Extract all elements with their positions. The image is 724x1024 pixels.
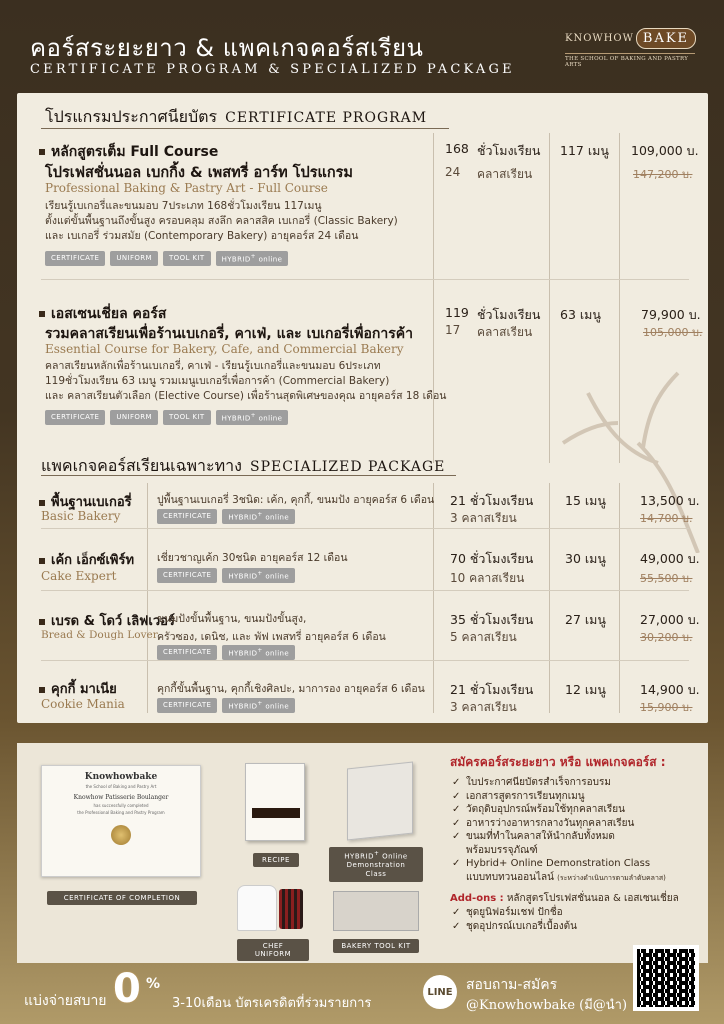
bullet-icon — [39, 619, 45, 625]
package-hours: 21 ชั่วโมงเรียน — [450, 493, 534, 508]
row-divider — [41, 279, 689, 280]
tag-hybrid-text: HYBRID — [221, 414, 251, 423]
course-label — [39, 303, 166, 325]
laptop-image — [347, 762, 413, 841]
package-price: 14,900 บ. — [640, 682, 700, 697]
package-hours: 21 ชั่วโมงเรียน — [450, 682, 534, 697]
tag-hybrid — [222, 568, 295, 583]
tag-certificate: CERTIFICATE — [157, 568, 217, 583]
certificate-label: CERTIFICATE OF COMPLETION — [47, 891, 197, 905]
course-desc-line: ตั้งแต่ขั้นพื้นฐานถึงขั้นสูง ครอบคลุม สงลึก คลาสสิค เบเกอรี่ (Classic Bakery) — [45, 215, 398, 227]
package-classes: 3 คลาสเรียน — [450, 511, 517, 525]
tag-certificate: CERTIFICATE — [45, 251, 105, 266]
package-desc: ปูพื้นฐานเบเกอรี่ 3ชนิด: เค้ก, คุกกี้, ขนมปัง อายุคอร์ส 6 เดือน — [157, 494, 435, 506]
course-label — [39, 141, 218, 163]
tag-hybrid — [222, 698, 295, 713]
certificate-title-en: CERTIFICATE PROGRAM — [225, 110, 428, 126]
apron-image — [279, 889, 303, 929]
tag-hybrid — [216, 251, 289, 266]
zero-percent: 0 — [113, 966, 141, 1012]
column-divider — [549, 483, 550, 713]
tag-hybrid-online: online — [258, 414, 283, 423]
brand-logo[interactable] — [565, 28, 695, 68]
benefit-item-cont: พร้อมบรรจุภัณฑ์ — [466, 844, 538, 856]
row-divider — [41, 660, 689, 661]
course-desc-line: และ เบเกอรี่ ร่วมสมัย (Contemporary Bakery) อายุคอร์ส 24 เดือน — [45, 230, 359, 242]
section-underline — [41, 128, 449, 129]
package-desc: คุกกี้ขั้นพื้นฐาน, คุกกี้เชิงศิลปะ, มาการอง อายุคอร์ส 6 เดือน — [157, 683, 425, 695]
bullet-icon — [39, 558, 45, 564]
package-menus: 12 เมนู — [565, 682, 606, 697]
course-hours: 119 — [445, 305, 469, 320]
seal-icon — [111, 825, 131, 845]
package-desc-line2: ครัวซอง, เดนิช, และ พัฟ เพสทรี่ อายุคอร์ส 6 เดือน — [157, 631, 386, 643]
book-band — [252, 808, 300, 818]
course-tags — [45, 251, 288, 266]
tag-hybrid-plus: + — [250, 413, 256, 419]
bullet-icon — [39, 687, 45, 693]
tag-uniform: UNIFORM — [110, 251, 158, 266]
course-price: 79,900 บ. — [641, 307, 701, 322]
certificate-section-title — [45, 105, 427, 130]
package-classes: 10 คลาสเรียน — [450, 571, 525, 585]
bullet-icon — [39, 149, 45, 155]
hybrid-label-demo: Demonstration Class — [346, 861, 406, 879]
addon-label: Add-ons : — [450, 893, 504, 904]
package-old-price: 30,200 บ. — [640, 631, 693, 644]
package-menus: 27 เมนู — [565, 612, 606, 627]
section-underline — [41, 475, 456, 476]
tag-certificate: CERTIFICATE — [157, 698, 217, 713]
cert-school: the School of Baking and Pastry Art — [85, 784, 157, 789]
package-classes: 5 คลาสเรียน — [450, 630, 517, 644]
toolkit-label: BAKERY TOOL KIT — [333, 939, 419, 953]
course-desc-line: คลาสเรียนหลักเพื่อร้านเบเกอรี่, คาเฟ่ - เรียนรู้เบเกอรี่และขนมอบ 6ประเภท — [45, 360, 381, 372]
recipe-book-image — [245, 763, 305, 841]
package-menus: 30 เมนู — [565, 551, 606, 566]
package-desc: ขนมปังขั้นพื้นฐาน, ขนมปังขั้นสูง, — [157, 613, 307, 625]
course-old-price: 147,200 บ. — [633, 168, 693, 181]
package-tags — [157, 698, 295, 713]
package-name — [39, 610, 175, 631]
tag-hybrid-plus: + — [257, 648, 263, 654]
package-tags — [157, 645, 295, 660]
toolkit-image — [333, 891, 419, 931]
package-tags — [157, 568, 295, 583]
tag-hybrid — [222, 645, 295, 660]
package-name-en: Cake Expert — [41, 569, 117, 583]
uniform-label: CHEF UNIFORM — [237, 939, 309, 961]
specialized-title-th: แพคเกจคอร์สเรียนเฉพาะทาง — [41, 456, 242, 475]
package-desc: เชี่ยวชาญเค้ก 30ชนิด อายุคอร์ส 12 เดือน — [157, 552, 348, 564]
recipe-label: RECIPE — [253, 853, 299, 867]
tag-hybrid-plus: + — [250, 254, 256, 260]
package-name-text: เค้ก เอ็กซ์เพิร์ท — [51, 553, 135, 568]
contact-label: สอบถาม-สมัคร — [466, 977, 558, 993]
course-classes: 17 — [445, 323, 461, 337]
tag-hybrid-text: HYBRID — [228, 649, 258, 658]
column-divider — [147, 483, 148, 713]
benefit-item: ✓ เอกสารสูตรการเรียนทุกเมนู — [450, 790, 710, 804]
tag-certificate: CERTIFICATE — [45, 410, 105, 425]
tag-certificate: CERTIFICATE — [157, 645, 217, 660]
hybrid-label-online: Online — [382, 852, 408, 861]
benefit-review: แบบทบทวนออนไลน์ — [466, 871, 554, 883]
installment-text: แบ่งจ่ายสบาย — [24, 993, 107, 1009]
row-divider — [41, 528, 689, 529]
cert-name: Knowhow Patisserie Boulanger — [73, 794, 169, 801]
package-old-price: 14,700 บ. — [640, 512, 693, 525]
course-hours-label: ชั่วโมงเรียน — [477, 307, 541, 322]
course-classes: 24 — [445, 165, 461, 179]
package-classes: 3 คลาสเรียน — [450, 700, 517, 714]
course-label-text: เอสเซนเชี่ยล คอร์ส — [51, 306, 167, 322]
tag-toolkit: TOOL KIT — [163, 251, 211, 266]
logo-tagline: THE SCHOOL OF BAKING AND PASTRY ARTS — [565, 53, 695, 68]
column-divider — [619, 483, 620, 713]
installment-months: 3-10เดือน บัตรเครดิตที่ร่วมรายการ — [172, 996, 372, 1011]
package-name-en: Basic Bakery — [41, 509, 121, 523]
package-name-text: พื้นฐานเบเกอรี่ — [51, 495, 132, 510]
course-name: โปรเฟสชั่นนอล เบกกิ้ง & เพสทรี่ อาร์ท โปรแกรม — [45, 165, 353, 181]
addon-text: หลักสูตรโปรเฟสชั่นนอล & เอสเซนเชี่ยล — [506, 893, 679, 904]
column-divider — [619, 133, 620, 463]
benefit-item: ✓ ใบประกาศนียบัตรสำเร็จการอบรม — [450, 776, 710, 790]
addon-item: ✓ ชุดอุปกรณ์เบเกอรี่เบื้องต้น — [450, 920, 710, 934]
hybrid-label-plus: + — [373, 851, 380, 857]
benefit-item-cont — [450, 871, 710, 886]
course-name-en: Essential Course for Bakery, Cafe, and Commercial Bakery — [45, 342, 404, 356]
tag-hybrid-online: online — [265, 572, 290, 581]
package-old-price: 15,900 บ. — [640, 701, 693, 714]
page-subtitle: CERTIFICATE PROGRAM & SPECIALIZED PACKAGE — [30, 62, 515, 77]
course-price: 109,000 บ. — [631, 143, 699, 158]
page-title: คอร์สระยะยาว & แพคเกจคอร์สเรียน — [30, 34, 424, 62]
bullet-icon — [39, 500, 45, 506]
benefit-item: ✓ อาหารว่างอาหารกลางวันทุกคลาสเรียน — [450, 817, 710, 831]
hybrid-label-text: HYBRID — [344, 852, 374, 861]
tag-hybrid-text: HYBRID — [228, 702, 258, 711]
package-name-text: คุกกี้ มาเนีย — [51, 682, 117, 697]
row-divider — [41, 590, 689, 591]
package-name-en: Bread & Dough Lover — [41, 629, 158, 641]
course-tags — [45, 410, 288, 425]
hybrid-label — [329, 847, 423, 882]
addon-item: ✓ ชุดยูนิฟอร์มเชฟ ปักชื่อ — [450, 906, 710, 920]
tag-hybrid — [216, 410, 289, 425]
qr-code-icon[interactable] — [633, 945, 699, 1011]
course-old-price: 105,000 บ. — [643, 326, 703, 339]
tag-certificate: CERTIFICATE — [157, 509, 217, 524]
certificate-image — [41, 765, 201, 877]
cert-program: the Professional Baking and Pastry Program — [77, 810, 165, 815]
tag-hybrid-plus: + — [257, 701, 263, 707]
package-hours: 35 ชั่วโมงเรียน — [450, 612, 534, 627]
benefit-note: (ระหว่างดำเนินการตามลำดับคลาส) — [557, 873, 666, 882]
tag-hybrid-online: online — [265, 649, 290, 658]
course-hours-label: ชั่วโมงเรียน — [477, 143, 541, 158]
line-handle[interactable]: @Knowhowbake (มี@นำ) — [466, 998, 628, 1013]
benefits-title: สมัครคอร์สระยะยาว หรือ แพคเกจคอร์ส : — [450, 755, 666, 769]
course-name: รวมคลาสเรียนเพื่อร้านเบเกอรี่, คาเฟ่, และ เบเกอรี่เพื่อการค้า — [45, 326, 413, 342]
benefits-list — [450, 753, 710, 933]
package-name-en: Cookie Mania — [41, 697, 125, 711]
tag-hybrid-online: online — [265, 702, 290, 711]
cert-brand: Knowhowbake — [84, 772, 158, 782]
chef-jacket-image — [237, 885, 277, 931]
percent-sign: % — [146, 976, 161, 992]
benefit-item: ✓ Hybrid+ Online Demonstration Class — [450, 857, 710, 871]
course-menus: 117 เมนู — [560, 143, 609, 158]
cert-line: has successfully completed — [93, 803, 149, 808]
course-hours: 168 — [445, 141, 469, 156]
logo-text: KNOWHOW — [565, 33, 634, 44]
course-label-text: หลักสูตรเต็ม Full Course — [51, 144, 219, 160]
tag-hybrid — [222, 509, 295, 524]
column-divider — [433, 133, 434, 463]
program-panel — [17, 93, 708, 723]
tag-hybrid-plus: + — [257, 571, 263, 577]
tag-hybrid-online: online — [265, 513, 290, 522]
column-divider — [433, 483, 434, 713]
benefit-item: ✓ วัตถุดิบอุปกรณ์พร้อมใช้ทุกคลาสเรียน — [450, 803, 710, 817]
package-old-price: 55,500 บ. — [640, 572, 693, 585]
course-desc-line: และ คลาสเรียนตัวเลือก (Elective Course) เพื่อร้านสุดพิเศษของคุณ อายุคอร์ส 18 เดือน — [45, 390, 447, 402]
tag-hybrid-online: online — [258, 255, 283, 264]
tag-uniform: UNIFORM — [110, 410, 158, 425]
bullet-icon — [39, 311, 45, 317]
column-divider — [549, 133, 550, 463]
includes-panel — [17, 743, 708, 963]
package-price: 13,500 บ. — [640, 493, 700, 508]
addons — [450, 891, 710, 906]
course-name-en: Professional Baking & Pastry Art - Full Course — [45, 181, 328, 195]
course-desc-line: 119ชั่วโมงเรียน 63 เมนู รวมเมนูเบเกอรี่เพื่อการค้า (Commercial Bakery) — [45, 375, 390, 387]
course-classes-label: คลาสเรียน — [477, 167, 533, 181]
course-menus: 63 เมนู — [560, 307, 601, 322]
course-desc-line: เรียนรู้เบเกอรี่และขนมอบ 7ประเภท 168ชั่วโมงเรียน 117เมนู — [45, 200, 322, 212]
package-name-text: เบรด & โดว์ เลิฟเวอร์ — [51, 614, 175, 629]
package-name — [39, 678, 117, 699]
benefit-item: ✓ ขนมที่ทำในคลาสให้นำกลับทั้งหมด — [450, 830, 710, 844]
package-name — [39, 549, 134, 570]
specialized-title-en: SPECIALIZED PACKAGE — [249, 459, 446, 475]
line-icon[interactable]: LINE — [423, 975, 457, 1009]
package-hours: 70 ชั่วโมงเรียน — [450, 551, 534, 566]
course-classes-label: คลาสเรียน — [477, 325, 533, 339]
package-price: 27,000 บ. — [640, 612, 700, 627]
package-menus: 15 เมนู — [565, 493, 606, 508]
qr-pattern — [637, 949, 695, 1007]
tag-hybrid-text: HYBRID — [221, 255, 251, 264]
certificate-title-th: โปรแกรมประกาศนียบัตร — [45, 107, 218, 126]
tag-hybrid-text: HYBRID — [228, 572, 258, 581]
tag-hybrid-plus: + — [257, 512, 263, 518]
package-price: 49,000 บ. — [640, 551, 700, 566]
tag-hybrid-text: HYBRID — [228, 513, 258, 522]
logo-badge: BAKE — [636, 28, 696, 49]
tag-toolkit: TOOL KIT — [163, 410, 211, 425]
package-tags — [157, 509, 295, 524]
